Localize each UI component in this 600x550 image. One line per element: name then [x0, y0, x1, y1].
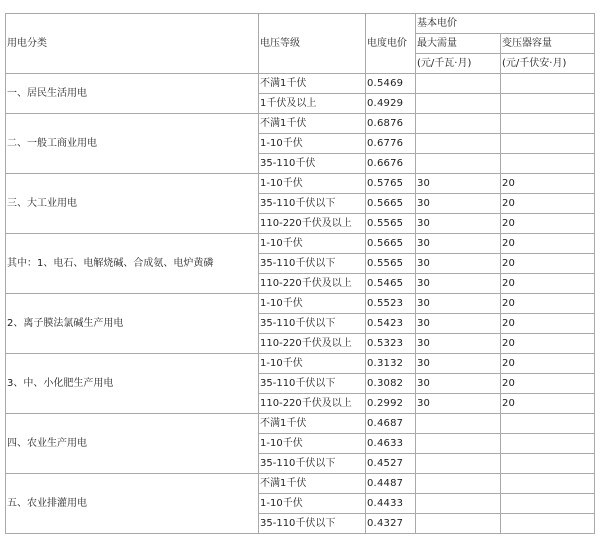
category-cell: 五、农业排灌用电 [6, 474, 259, 534]
voltage-cell: 1-10千伏 [259, 494, 366, 514]
transformer-cell: 20 [501, 314, 595, 334]
max-demand-cell: 30 [416, 354, 501, 374]
voltage-cell: 35-110千伏以下 [259, 514, 366, 534]
voltage-cell: 35-110千伏以下 [259, 194, 366, 214]
price-cell: 0.2992 [366, 394, 416, 414]
max-demand-cell [416, 74, 501, 94]
max-demand-cell: 30 [416, 394, 501, 414]
transformer-cell: 20 [501, 214, 595, 234]
transformer-cell: 20 [501, 194, 595, 214]
transformer-cell [501, 114, 595, 134]
price-cell: 0.5469 [366, 74, 416, 94]
transformer-cell: 20 [501, 334, 595, 354]
category-cell: 2、离子膜法氯碱生产用电 [6, 294, 259, 354]
voltage-cell: 110-220千伏及以上 [259, 334, 366, 354]
voltage-cell: 不满1千伏 [259, 114, 366, 134]
transformer-cell [501, 74, 595, 94]
max-demand-cell [416, 414, 501, 434]
price-cell: 0.4433 [366, 494, 416, 514]
voltage-cell: 110-220千伏及以上 [259, 214, 366, 234]
max-demand-cell [416, 94, 501, 114]
max-demand-cell: 30 [416, 194, 501, 214]
price-cell: 0.5765 [366, 174, 416, 194]
voltage-cell: 不满1千伏 [259, 474, 366, 494]
voltage-cell: 1-10千伏 [259, 434, 366, 454]
max-demand-cell: 30 [416, 234, 501, 254]
category-cell: 3、中、小化肥生产用电 [6, 354, 259, 414]
transformer-cell: 20 [501, 394, 595, 414]
max-demand-cell [416, 114, 501, 134]
price-cell: 0.4527 [366, 454, 416, 474]
category-cell: 二、一般工商业用电 [6, 114, 259, 174]
header-category: 用电分类 [6, 14, 259, 74]
price-cell: 0.3132 [366, 354, 416, 374]
max-demand-cell: 30 [416, 294, 501, 314]
price-cell: 0.4327 [366, 514, 416, 534]
header-basic-price: 基本电价 [416, 14, 595, 34]
transformer-cell [501, 514, 595, 534]
price-cell: 0.5523 [366, 294, 416, 314]
max-demand-cell [416, 454, 501, 474]
price-cell: 0.4929 [366, 94, 416, 114]
transformer-cell [501, 494, 595, 514]
voltage-cell: 35-110千伏以下 [259, 374, 366, 394]
max-demand-cell: 30 [416, 314, 501, 334]
table-body [6, 14, 595, 534]
max-demand-cell: 30 [416, 274, 501, 294]
voltage-cell: 35-110千伏以下 [259, 314, 366, 334]
voltage-cell: 35-110千伏 [259, 154, 366, 174]
price-cell: 0.4687 [366, 414, 416, 434]
header-transformer-unit: (元/千伏安·月) [501, 54, 595, 74]
table-row [6, 114, 595, 134]
category-cell: 其中：1、电石、电解烧碱、合成氨、电炉黄磷 [6, 234, 259, 294]
transformer-cell: 20 [501, 374, 595, 394]
table-row [6, 474, 595, 494]
category-cell: 三、大工业用电 [6, 174, 259, 234]
header-row-1 [6, 14, 595, 34]
voltage-cell: 110-220千伏及以上 [259, 394, 366, 414]
header-max-demand-unit: (元/千瓦·月) [416, 54, 501, 74]
voltage-cell: 1-10千伏 [259, 134, 366, 154]
price-cell: 0.5565 [366, 214, 416, 234]
table-row [6, 294, 595, 314]
price-cell: 0.5423 [366, 314, 416, 334]
price-cell: 0.4633 [366, 434, 416, 454]
voltage-cell: 不满1千伏 [259, 414, 366, 434]
price-cell: 0.5665 [366, 234, 416, 254]
price-cell: 0.5665 [366, 194, 416, 214]
table-row [6, 74, 595, 94]
price-cell: 0.6876 [366, 114, 416, 134]
transformer-cell: 20 [501, 274, 595, 294]
transformer-cell [501, 454, 595, 474]
voltage-cell: 35-110千伏以下 [259, 254, 366, 274]
max-demand-cell: 30 [416, 374, 501, 394]
transformer-cell: 20 [501, 354, 595, 374]
price-cell: 0.5565 [366, 254, 416, 274]
max-demand-cell [416, 474, 501, 494]
max-demand-cell [416, 134, 501, 154]
table-row [6, 234, 595, 254]
category-cell: 四、农业生产用电 [6, 414, 259, 474]
transformer-cell: 20 [501, 254, 595, 274]
header-voltage: 电压等级 [259, 14, 366, 74]
voltage-cell: 110-220千伏及以上 [259, 274, 366, 294]
electricity-price-table [5, 13, 595, 534]
max-demand-cell [416, 154, 501, 174]
transformer-cell: 20 [501, 174, 595, 194]
max-demand-cell [416, 434, 501, 454]
price-cell: 0.6776 [366, 134, 416, 154]
transformer-cell [501, 154, 595, 174]
transformer-cell [501, 474, 595, 494]
voltage-cell: 1-10千伏 [259, 294, 366, 314]
voltage-cell: 不满1千伏 [259, 74, 366, 94]
header-price: 电度电价 [366, 14, 416, 74]
voltage-cell: 1-10千伏 [259, 174, 366, 194]
max-demand-cell: 30 [416, 254, 501, 274]
max-demand-cell: 30 [416, 174, 501, 194]
price-cell: 0.3082 [366, 374, 416, 394]
category-cell: 一、居民生活用电 [6, 74, 259, 114]
transformer-cell [501, 414, 595, 434]
header-transformer: 变压器容量 [501, 34, 595, 54]
voltage-cell: 35-110千伏以下 [259, 454, 366, 474]
table-row [6, 174, 595, 194]
table-row [6, 354, 595, 374]
transformer-cell: 20 [501, 294, 595, 314]
transformer-cell [501, 94, 595, 114]
transformer-cell [501, 434, 595, 454]
price-cell: 0.5323 [366, 334, 416, 354]
voltage-cell: 1千伏及以上 [259, 94, 366, 114]
table-row [6, 414, 595, 434]
price-cell: 0.6676 [366, 154, 416, 174]
transformer-cell [501, 134, 595, 154]
voltage-cell: 1-10千伏 [259, 234, 366, 254]
voltage-cell: 1-10千伏 [259, 354, 366, 374]
max-demand-cell: 30 [416, 334, 501, 354]
header-max-demand: 最大需量 [416, 34, 501, 54]
max-demand-cell [416, 494, 501, 514]
transformer-cell: 20 [501, 234, 595, 254]
price-cell: 0.4487 [366, 474, 416, 494]
max-demand-cell [416, 514, 501, 534]
price-cell: 0.5465 [366, 274, 416, 294]
max-demand-cell: 30 [416, 214, 501, 234]
